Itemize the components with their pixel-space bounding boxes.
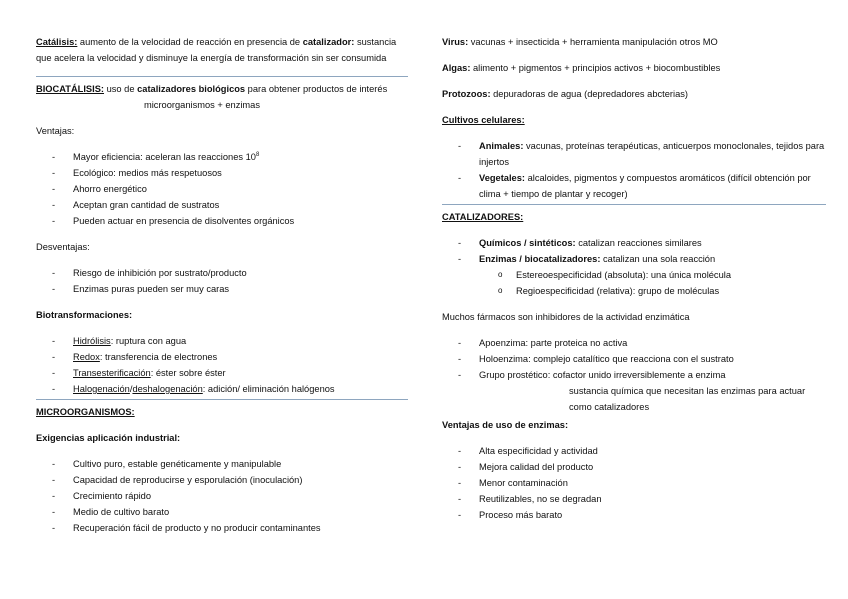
cultivos-heading: Cultivos celulares:: [442, 115, 525, 125]
list-item: - Medio de cultivo barato: [52, 507, 170, 517]
biocatalisis-term: BIOCATÁLISIS:: [36, 84, 105, 94]
microorganismos-heading: MICROORGANISMOS:: [36, 407, 135, 417]
list-item: - Menor contaminación: [458, 478, 568, 488]
catalizadores-sublist: [442, 267, 826, 299]
exigencias-list: [36, 456, 408, 536]
virus-line: Virus: vacunas + insecticida + herramienta manipulación otros MO: [442, 37, 718, 47]
exigencias-heading: Exigencias aplicación industrial:: [36, 433, 181, 443]
list-item: - Transesterificación: éster sobre éster: [52, 368, 226, 378]
farmacos-list: [442, 335, 826, 383]
protozoos-line: Protozoos: depuradoras de agua (depredadores abcterias): [442, 89, 688, 99]
section-divider: [36, 399, 408, 400]
list-item: - Cultivo puro, estable genéticamente y manipulable: [52, 459, 282, 469]
catalisis-term: Catálisis:: [36, 37, 78, 47]
list-item: - Recuperación fácil de producto y no producir contaminantes: [52, 523, 321, 533]
list-item: - Ahorro energético: [52, 184, 147, 194]
algas-line: Algas: alimento + pigmentos + principios activos + biocombustibles: [442, 63, 721, 73]
list-item: - Hidrólisis: ruptura con agua: [52, 336, 187, 346]
catalizadores-list: [442, 235, 826, 267]
list-item: - Enzimas puras pueden ser muy caras: [52, 284, 230, 294]
grupo-prostetico-note: sustancia química que necesitan las enzimas para actuar como catalizadores: [569, 386, 806, 412]
list-item: - Capacidad de reproducirse y esporulación (inoculación): [52, 475, 303, 485]
list-item: o Estereoespecificidad (absoluta): una única molécula: [498, 270, 731, 280]
list-item: - Aceptan gran cantidad de sustratos: [52, 200, 220, 210]
list-item: - Pueden actuar en presencia de disolventes orgánicos: [52, 216, 295, 226]
farmacos-line: Muchos fármacos son inhibidores de la actividad enzimática: [442, 312, 690, 322]
cultivos-list: [442, 138, 826, 202]
ventajas-list: [36, 149, 408, 229]
list-item: - Mayor eficiencia: aceleran las reacciones $10^8$: [52, 151, 260, 162]
ventajas-heading: Ventajas:: [36, 126, 75, 136]
section-divider: [442, 204, 826, 205]
list-item: - Vegetales: alcaloides, pigmentos y compuestos aromáticos (difícil obtención por clima + tiempo de plantar y recoger): [458, 173, 811, 199]
list-item: o Regioespecificidad (relativa): grupo de moléculas: [498, 286, 720, 296]
left-column: [36, 34, 408, 546]
biocatalisis-paragraph: BIOCATÁLISIS: uso de catalizadores biológicos para obtener productos de interés microorganismos + enzimas: [36, 81, 408, 113]
section-divider: [36, 76, 408, 77]
list-item: - Grupo prostético: cofactor unido irreversiblemente a enzima: [458, 370, 726, 380]
desventajas-list: [36, 265, 408, 297]
list-item: - Holoenzima: complejo catalítico que reacciona con el sustrato: [458, 354, 734, 364]
desventajas-heading: Desventajas:: [36, 242, 90, 252]
right-column: [442, 34, 826, 533]
list-item: - Crecimiento rápido: [52, 491, 152, 501]
list-item: - Enzimas / biocatalizadores: catalizan una sola reacción: [458, 254, 716, 264]
list-item: - Químicos / sintéticos: catalizan reacciones similares: [458, 238, 702, 248]
ventajas-enzimas-list: [442, 443, 826, 523]
catalisis-paragraph: Catálisis: aumento de la velocidad de reacción en presencia de catalizador: sustancia que acelera la velocidad y disminuye la energía de transformación sin ser consumida: [36, 37, 397, 63]
list-item: - Mejora calidad del producto: [458, 462, 594, 472]
list-item: - Halogenación/deshalogenación: adición/ eliminación halógenos: [52, 384, 335, 394]
biotransformaciones-heading: Biotransformaciones:: [36, 310, 133, 320]
catalizadores-heading: CATALIZADORES:: [442, 212, 524, 222]
list-item: - Riesgo de inhibición por sustrato/producto: [52, 268, 247, 278]
list-item: - Animales: vacunas, proteínas terapéuticas, anticuerpos monoclonales, tejidos para injertos: [458, 141, 825, 167]
list-item: - Reutilizables, no se degradan: [458, 494, 602, 504]
list-item: - Proceso más barato: [458, 510, 563, 520]
biotransformaciones-list: [36, 333, 408, 397]
list-item: - Alta especificidad y actividad: [458, 446, 598, 456]
list-item: - Redox: transferencia de electrones: [52, 352, 218, 362]
list-item: - Ecológico: medios más respetuosos: [52, 168, 222, 178]
list-item: - Apoenzima: parte proteica no activa: [458, 338, 628, 348]
ventajas-enzimas-heading: Ventajas de uso de enzimas:: [442, 420, 569, 430]
biocatalisis-line2: microorganismos + enzimas: [144, 100, 260, 110]
